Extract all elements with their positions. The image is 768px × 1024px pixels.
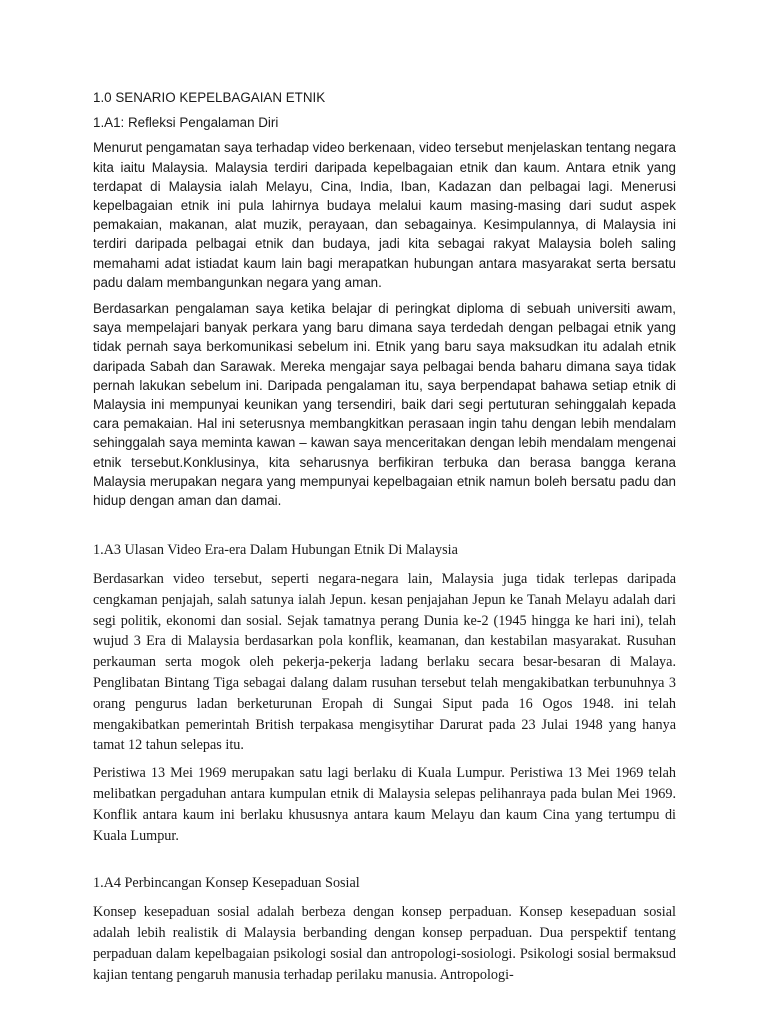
paragraph-a3-2: Peristiwa 13 Mei 1969 merupakan satu lagi berlaku di Kuala Lumpur. Peristiwa 13 Mei 1969 telah melibatkan pergaduhan antara kumpulan etnik di Malaysia selepas pelihanraya pada bulan Mei 1969. Konflik antara kaum ini berlaku khususnya antara kaum Melayu dan kaum Cina yang tertumpu di Kuala Lumpur. (93, 765, 676, 844)
document-page (93, 88, 676, 985)
paragraph-a1-2: Berdasarkan pengalaman saya ketika belajar di peringkat diploma di sebuah universiti awam, saya mempelajari banyak perkara yang baru dimana saya terdedah dengan pelbagai etnik yang tidak pernah saya berkomunikasi sebelum ini. Etnik yang baru saya maksudkan itu adalah etnik daripada Sabah dan Sarawak. Mereka mengajar saya pelbagai benda baharu dimana saya tidak pernah lakukan sebelum ini. Daripada pengalaman itu, saya berpendapat bahawa setiap etnik di Malaysia ini mempunyai keunikan yang tersendiri, baik dari segi pertuturan sehinggalah kepada cara pemakaian. Hal ini seterusnya membangkitkan perasaan ingin tahu dengan lebih mendalam sehinggalah saya meminta kawan – kawan saya menceritakan dengan lebih mendalam mengenai etnik tersebut.Konklusinya, kita seharusnya berfikiran terbuka dan berasa bangga kerana Malaysia merupakan negara yang mempunyai kepelbagaian etnik namun boleh bersatu padu dan hidup dengan aman dan damai. (93, 301, 676, 509)
paragraph-a4-1: Konsep kesepaduan sosial adalah berbeza dengan konsep perpaduan. Konsep kesepaduan sosial adalah lebih realistik di Malaysia berbanding dengan konsep perpaduan. Dua perspektif tentang perpaduan dalam kepelbagaian psikologi sosial dan antropologi-sosiologi. Psikologi sosial bermaksud kajian tentang pengaruh manusia terhadap perilaku manusia. Antropologi- (93, 904, 676, 983)
document-title: 1.0 SENARIO KEPELBAGAIAN ETNIK (93, 90, 326, 105)
section-heading-a4: 1.A4 Perbincangan Konsep Kesepaduan Sosial (93, 875, 360, 892)
section-heading-a1: 1.A1: Refleksi Pengalaman Diri (93, 115, 279, 131)
paragraph-a1-1: Menurut pengamatan saya terhadap video berkenaan, video tersebut menjelaskan tentang negara kita iaitu Malaysia. Malaysia terdiri daripada kepelbagaian etnik dan kaum. Antara etnik yang terdapat di Malaysia ialah Melayu, Cina, India, Iban, Kadazan dan pelbagai lagi. Menerusi kepelbagaian etnik ini pula lahirnya budaya melalui kaum masing-masing dari sudut aspek pemakaian, makanan, alat muzik, perayaan, dan sebagainya. Kesimpulannya, di Malaysia ini terdiri daripada pelbagai etnik dan budaya, jadi kita sebagai rakyat Malaysia boleh saling memahami adat istiadat kaum lain bagi merapatkan hubungan antara masyarakat serta bersatu padu dalam membangunkan negara yang aman. (93, 140, 676, 290)
section-heading-a3: 1.A3 Ulasan Video Era-era Dalam Hubungan Etnik Di Malaysia (93, 542, 458, 559)
paragraph-a3-1: Berdasarkan video tersebut, seperti negara-negara lain, Malaysia juga tidak terlepas daripada cengkaman penjajah, salah satunya ialah Jepun. kesan penjajahan Jepun ke Tanah Melayu adalah dari segi politik, ekonomi dan sosial. Sejak tamatnya perang Dunia ke-2 (1945 hingga ke hari ini), telah wujud 3 Era di Malaysia berdasarkan pola konflik, keamanan, dan kestabilan masyarakat. Rusuhan perkauman serta mogok oleh pekerja-pekerja ladang berlaku secara besar-besaran di Malaya. Penglibatan Bintang Tiga sebagai dalang dalam rusuhan tersebut telah mengakibatkan terbunuhnya 3 orang pengurus ladan berketurunan Eropah di Sungai Siput pada 16 Ogos 1948. ini telah mengakibatkan pemerintah British terpakasa mengisytihar Darurat pada 23 Julai 1948 yang hanya tamat 12 tahun selepas itu. (93, 571, 676, 754)
